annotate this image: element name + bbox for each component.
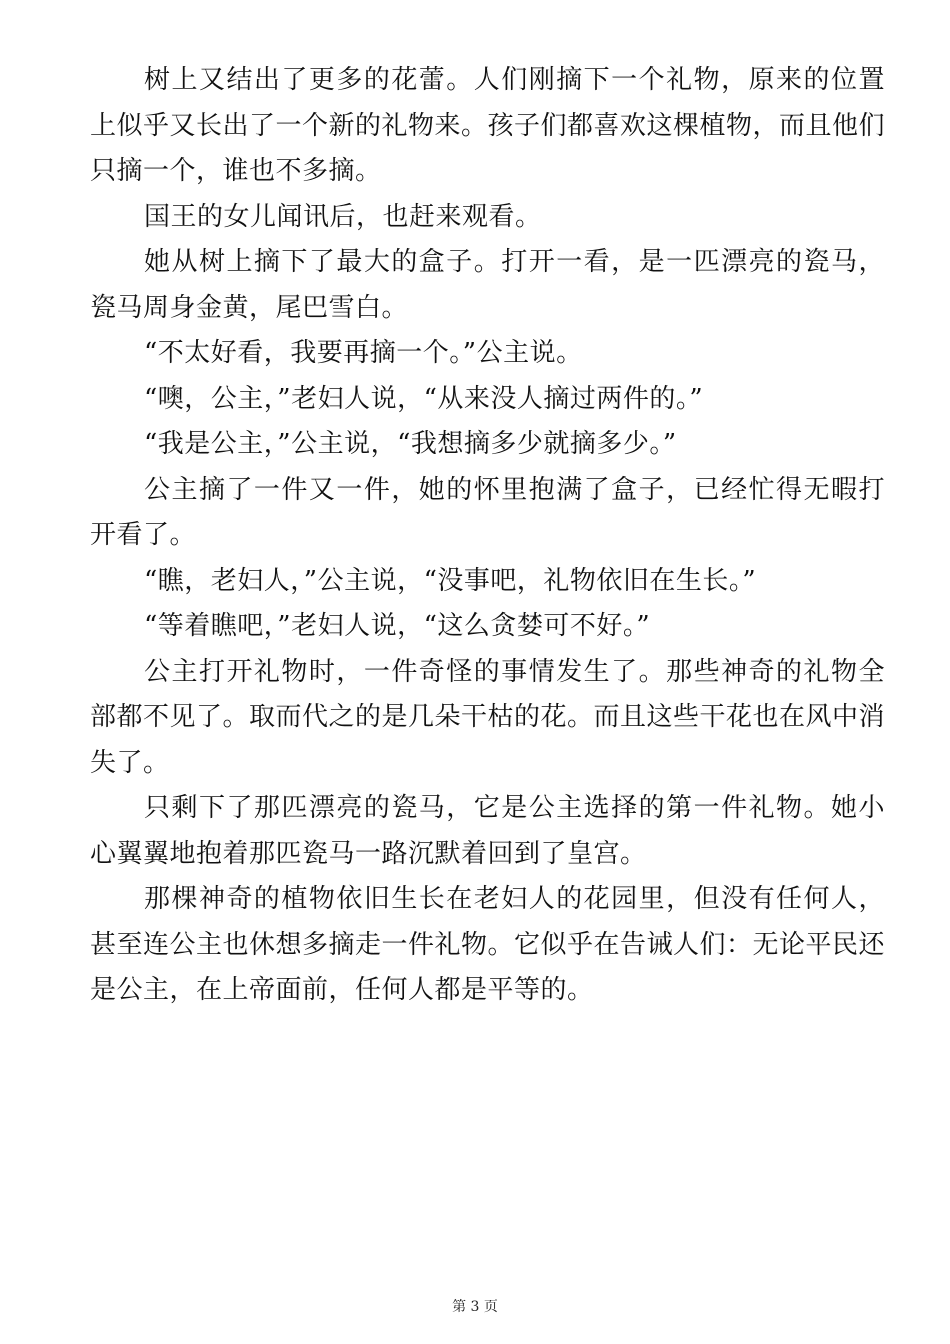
document-body	[90, 58, 885, 1014]
paragraph-2: 国王的女儿闻讯后，也赶来观看。	[144, 201, 542, 232]
dialogue-1: “不太好看，我要再摘一个。”公主说。	[144, 338, 583, 368]
dialogue-4: “瞧，老妇人，”公主说，“没事吧，礼物依旧在生长。”	[144, 565, 757, 596]
paragraph-1: 树上又结出了更多的花蕾。人们刚摘下一个礼物，原来的位置上似乎又长出了一个新的礼物来。孩子们都喜欢这棵植物，而且他们只摘一个，谁也不多摘。	[90, 65, 886, 186]
dialogue-5: “等着瞧吧，”老妇人说，“这么贪婪可不好。”	[144, 611, 651, 641]
dialogue-3: “我是公主，”公主说，“我想摘多少就摘多少。”	[144, 429, 677, 459]
paragraph-3: 她从树上摘下了最大的盒子。打开一看，是一匹漂亮的瓷马，瓷马周身金黄，尾巴雪白。	[90, 247, 885, 323]
paragraph-4: 公主摘了一件又一件，她的怀里抱满了盒子，已经忙得无暇打开看了。	[90, 474, 885, 550]
paragraph-7: 那棵神奇的植物依旧生长在老妇人的花园里，但没有任何人，甚至连公主也休想多摘走一件礼物。它似乎在告诫人们：无论平民还是公主，在上帝面前，任何人都是平等的。	[90, 884, 886, 1005]
dialogue-2: “噢，公主，”老妇人说，“从来没人摘过两件的。”	[144, 383, 704, 414]
page-number: 第 3 页	[452, 1299, 498, 1315]
paragraph-5: 公主打开礼物时，一件奇怪的事情发生了。那些神奇的礼物全部都不见了。取而代之的是几朵干枯的花。而且这些干花也在风中消失了。	[90, 656, 886, 778]
paragraph-6: 只剩下了那匹漂亮的瓷马，它是公主选择的第一件礼物。她小心翼翼地抱着那匹瓷马一路沉默着回到了皇宫。	[90, 793, 885, 869]
